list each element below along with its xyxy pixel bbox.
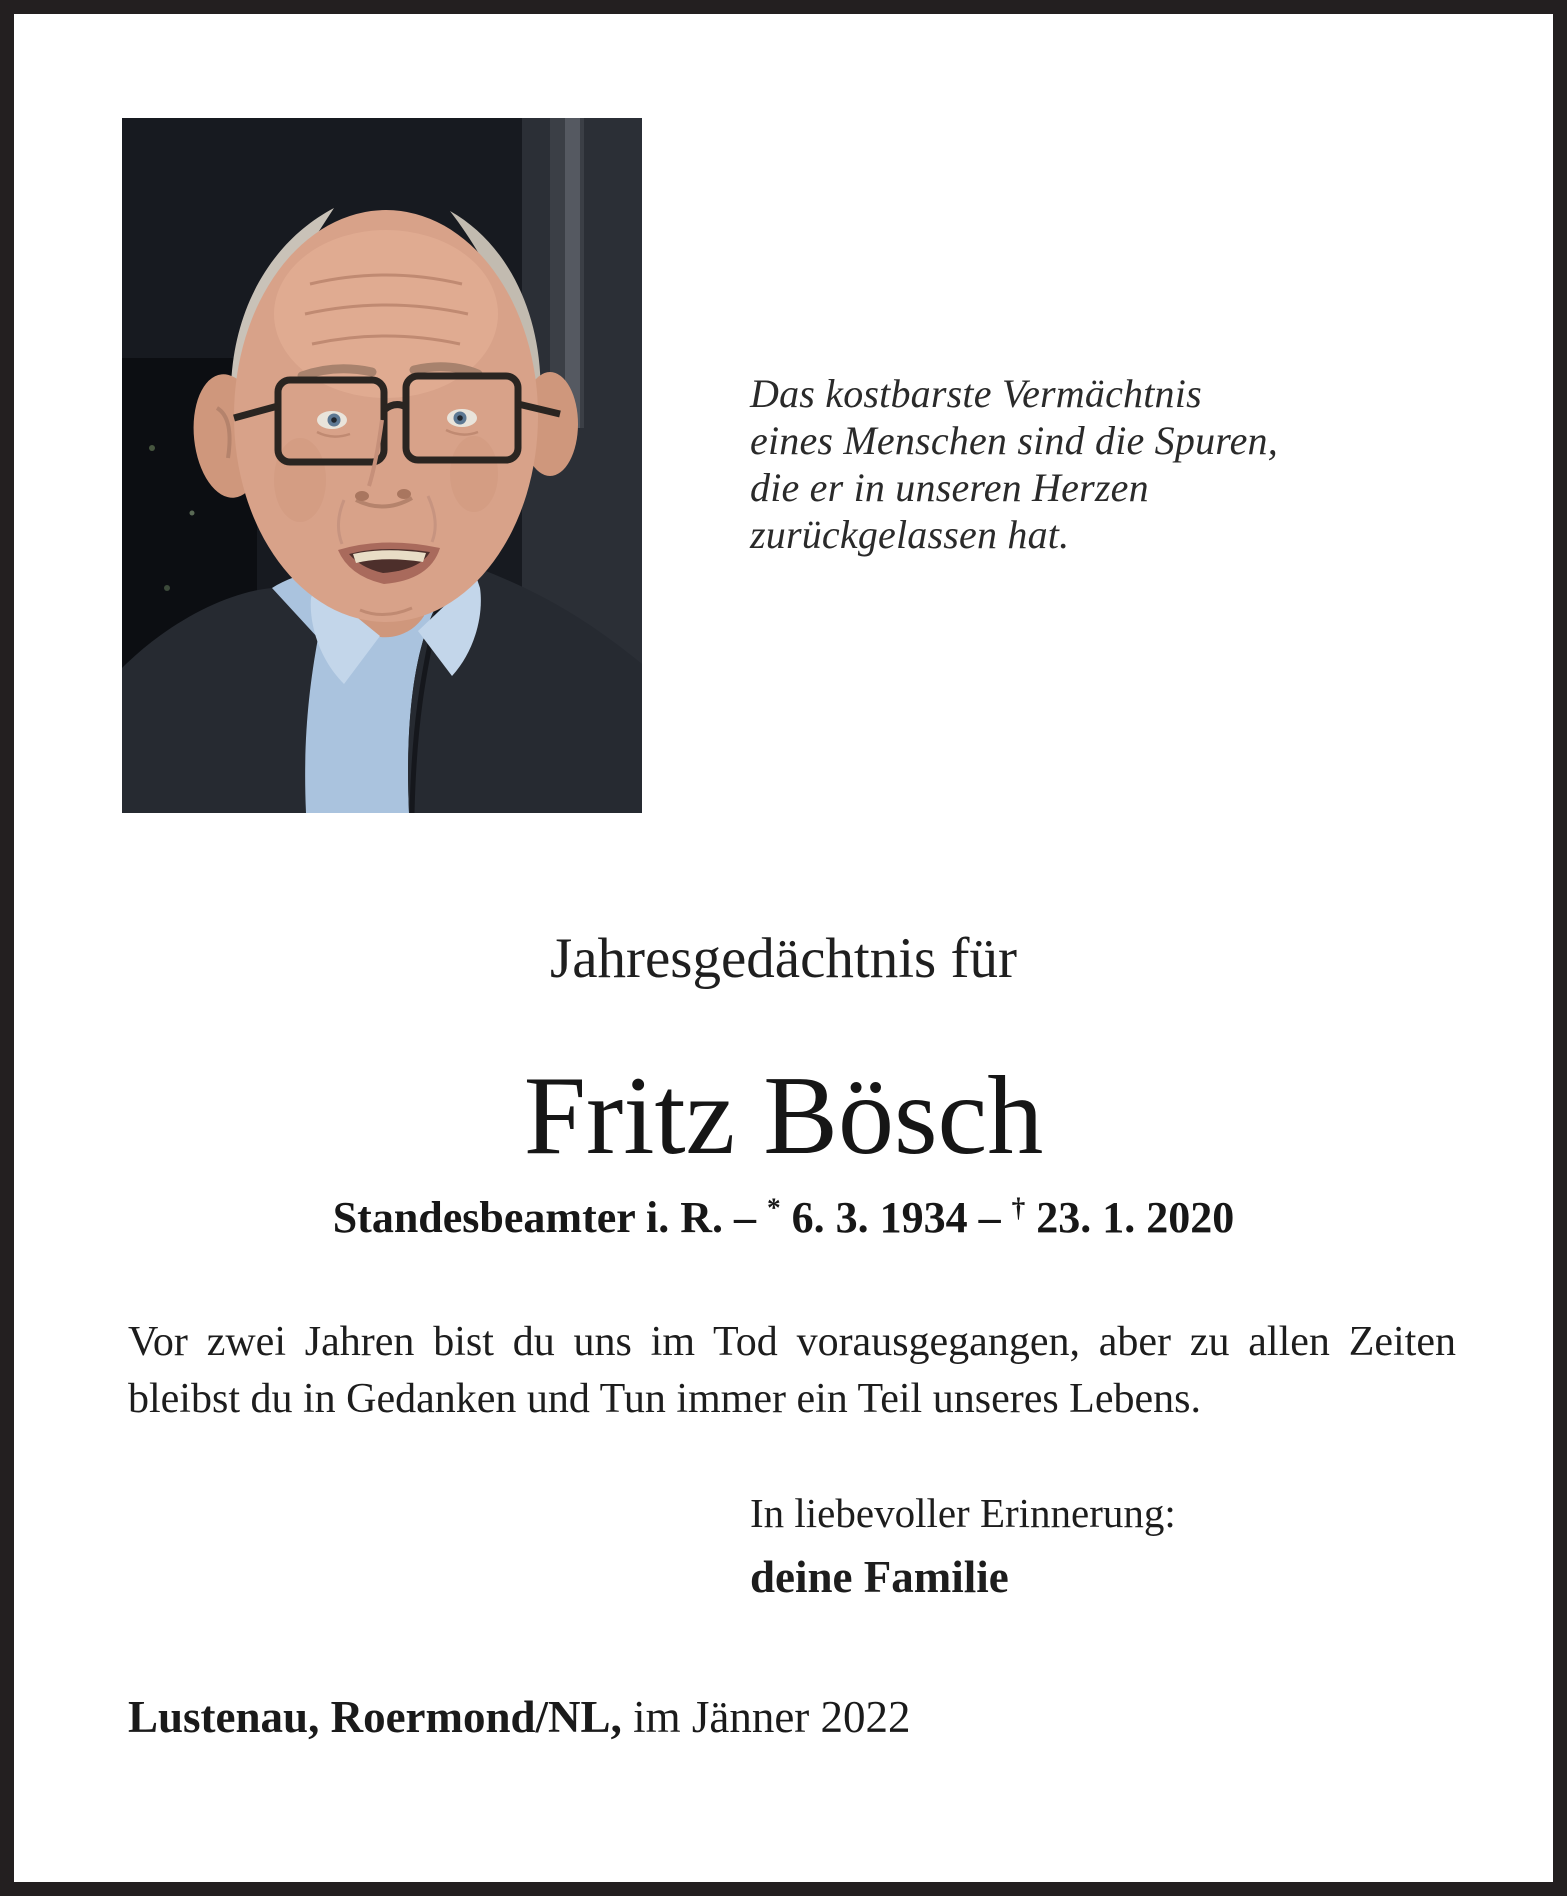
- quote-line: die er in unseren Herzen: [750, 465, 1149, 510]
- deceased-name: Fritz Bösch: [523, 1054, 1044, 1178]
- birth-symbol: *: [767, 1192, 781, 1223]
- birth-date: 6. 3. 1934 –: [780, 1193, 1012, 1242]
- memorial-text-line: Vor zwei Jahren bist du uns im Tod vorausgegangen, aber zu allen Zeiten: [128, 1319, 1456, 1365]
- memorial-quote: [750, 370, 1278, 558]
- remembrance-line: In liebevoller Erinnerung:: [750, 1490, 1176, 1536]
- deceased-dates: [14, 1192, 1553, 1244]
- profession-label: Standesbeamter i. R. –: [332, 1193, 767, 1242]
- memorial-text: [128, 1314, 1456, 1428]
- footer-line: [128, 1690, 911, 1744]
- quote-line: Das kostbarste Vermächtnis: [750, 371, 1202, 416]
- quote-line: zurückgelassen hat.: [750, 512, 1070, 557]
- memorial-text-line: bleibst du in Gedanken und Tun immer ein Teil unseres Lebens.: [128, 1376, 1201, 1422]
- death-date: 23. 1. 2020: [1025, 1193, 1235, 1242]
- closing-block: [750, 1488, 1176, 1602]
- family-signature: deine Familie: [750, 1552, 1009, 1602]
- memorial-intro: Jahresgedächtnis für: [550, 927, 1017, 990]
- death-symbol: †: [1011, 1192, 1026, 1223]
- portrait-photo: [122, 118, 642, 813]
- footer-places: Lustenau, Roermond/NL,: [128, 1692, 622, 1742]
- footer-date: im Jänner 2022: [621, 1692, 911, 1742]
- quote-line: eines Menschen sind die Spuren,: [750, 418, 1278, 463]
- portrait-photo-graphic: [122, 118, 642, 813]
